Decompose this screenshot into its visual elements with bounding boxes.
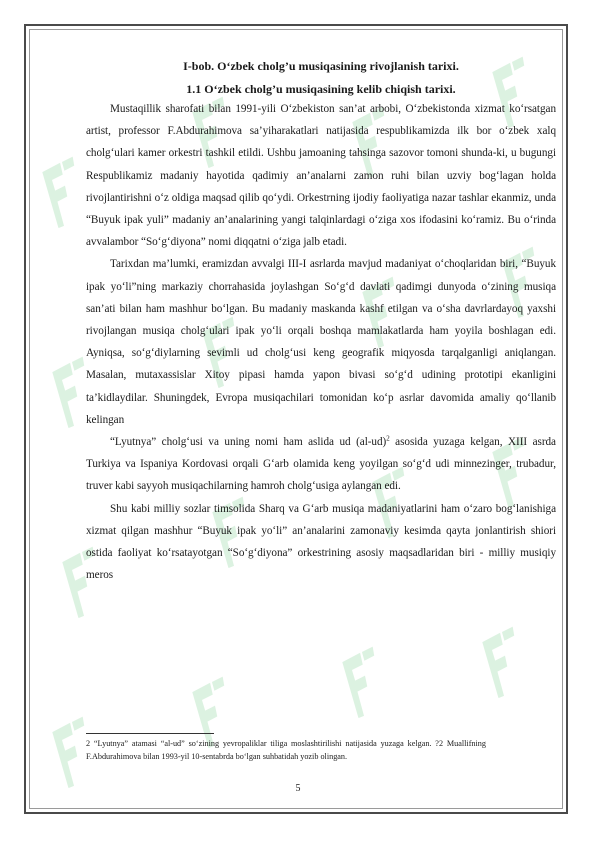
page-body	[86, 58, 556, 586]
section-title: 1.1 O‘zbek cholg’u musiqasining kelib chiqish tarixi.	[186, 82, 456, 96]
paragraph-3-rest: XIII asrda Turkiya va Ispaniya Kordovasi orqali G‘arb olamida keng yoyilgan so‘g‘d udi minnezinger, trubadur, truver kabi sayyoh musiqachilarning hamroh cholg‘usiga aylangan edi.	[86, 436, 556, 493]
footnote-separator	[86, 733, 214, 734]
footnote: 2 “Lyutnya” atamasi “al-ud” so‘zining yevropaliklar tiliga moslashtirilishi natijasida yuzaga kelgan. ?2 Muallifning F.Abdurahimova bilan 1993-yil 10-sentabrda bo‘lgan suhbatidah yozib olingan.	[86, 739, 486, 761]
chapter-title: I-bob. O‘zbek cholg’u musiqasining rivojlanish tarixi.	[183, 59, 459, 73]
paragraph-3	[86, 431, 556, 498]
page-number: 5	[295, 783, 301, 794]
paragraph-3-tail: asosida yuzaga kelgan,	[389, 436, 503, 449]
paragraph-2: Tarixdan ma’lumki, eramizdan avvalgi III-I asrlarda mavjud madaniyat o‘choqlaridan biri, “Buyuk ipak yo‘li”ning markaziy chorrahasida joylashgan So‘g‘d davlati qadimgi dunyoda o‘zining musiqa san’ati bilan ham mashhur bo‘lgan. Bu madaniy maskanda kashf etilgan va o‘sha davrlardayoq yaxshi rivojlangan musiqa cholg‘ulari ipak yo‘li orqali boshqa mamlakatlarda ham yoyila boshlagan edi. Ayniqsa, so‘g‘diylarning sevimli ud cholg‘usi keng geografik miqyosda tarqalganligi aniqlangan. Masalan, mutaxassislar Xitoy pipasi hamda yapon bivasi so‘g‘d udining prototipi ekanligini ta’kidlaydilar. Shuningdek, Evropa musiqachilari tomonidan ko‘p asrlar davomida amaliy qo‘llanib kelingan	[86, 258, 556, 426]
footnote-ref[interactable]: 2	[386, 434, 390, 443]
paragraph-1: Mustaqillik sharofati bilan 1991-yili O‘zbekiston san’at arbobi, O‘zbekistonda xizmat ko‘rsatgan artist, professor F.Abdurahimova sa’yiharakatlari natijasida respublikamizda ilk bor o‘zbek xalq cholg‘ulari kamer orkestri tashkil etildi. Ushbu jamoaning tahsinga sazovor tomoni shunda-ki, u bugungi Respublikamiz madaniy hayotida qadimiy an’analarni zamon ruhi bilan uzviy bog‘lagan holda rivojlantirishni o‘z oldiga maqsad qilib qo‘ydi. Orkestrning ijodiy faoliyatiga nazar tashlar ekanmiz, unda “Buyuk ipak yuli” madaniy an’analarining yangi talqinlardagi o‘ziga xos ifodasini ko‘ramiz. Bu o‘rinda avvalambor “So‘g‘diyona” nomi diqqatni o‘ziga jalb etadi.	[86, 103, 556, 249]
paragraph-4: Shu kabi milliy sozlar timsolida Sharq va G‘arb musiqa madaniyatlarini ham o‘zaro bog‘lanishiga xizmat qilgan mashhur “Buyuk ipak yo‘li” an’analarini zamonaviy kesimda qayta jonlantirish shiori ostida faoliyat ko‘rsatayotgan “So‘g‘diyona” orkestrining asosiy maqsadlaridan biri - milliy musiqiy meros	[86, 502, 556, 582]
paragraph-3-lead: “Lyutnya” cholg‘usi va uning nomi ham aslida ud (al-ud)	[110, 436, 387, 449]
